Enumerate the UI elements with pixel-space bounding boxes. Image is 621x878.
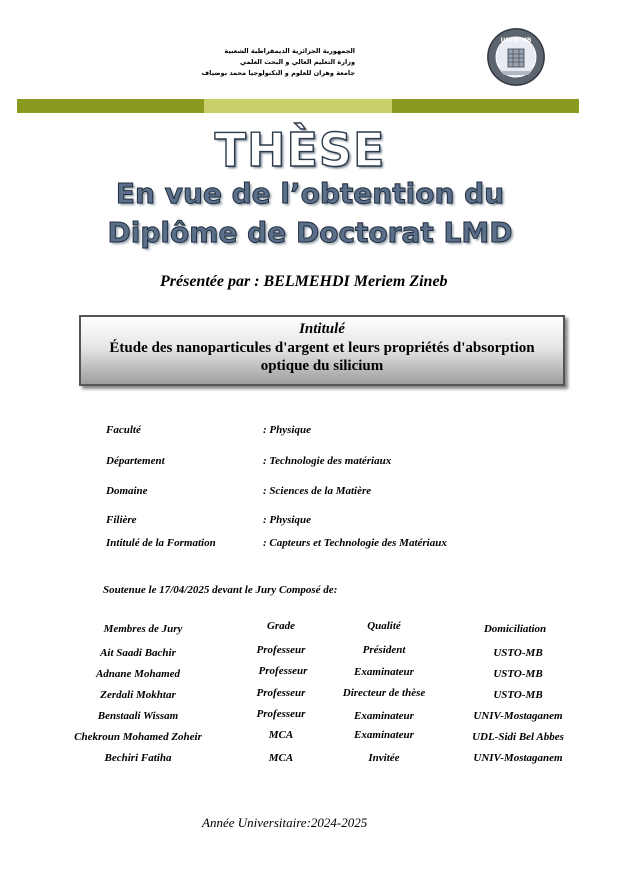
- info-label-departement: Département: [106, 455, 165, 467]
- arabic-line-3: جامعة وهران للعلوم و التكنولوجيا محمد بوضياف: [201, 69, 355, 77]
- jury-affiliation-1: USTO-MB: [493, 647, 543, 659]
- jury-header-qualite: Qualité: [367, 620, 401, 632]
- jury-role-2: Examinateur: [354, 666, 414, 678]
- jury-role-3: Directeur de thèse: [342, 687, 426, 699]
- info-value-formation: : Capteurs et Technologie des Matériaux: [263, 537, 447, 549]
- thesis-title-box: [79, 315, 565, 386]
- jury-grade-2: Professeur: [258, 665, 308, 677]
- jury-header-grade: Grade: [266, 620, 296, 632]
- arabic-header: [135, 46, 355, 79]
- jury-header-domiciliation: Domiciliation: [483, 623, 547, 635]
- university-logo: [486, 27, 546, 87]
- header-bar-left: [17, 99, 204, 113]
- thesis-title-line-1: Étude des nanoparticules d'argent et leurs propriétés d'absorption: [109, 340, 535, 356]
- subtitle-line-1: En vue de l’obtention du: [115, 177, 505, 210]
- defense-statement: Soutenue le 17/04/2025 devant le Jury Composé de:: [103, 584, 338, 596]
- jury-member-6: Bechiri Fatiha: [104, 752, 172, 764]
- jury-role-6: Invitée: [368, 752, 400, 764]
- presented-by: Présentée par : BELMEHDI Meriem Zineb: [160, 273, 448, 290]
- jury-affiliation-4: UNIV-Mostaganem: [473, 710, 563, 722]
- jury-role-1: Président: [362, 644, 406, 656]
- info-label-formation: Intitulé de la Formation: [106, 537, 216, 549]
- arabic-line-2: وزارة التعليم العالي و البحث العلمي: [240, 58, 355, 66]
- info-value-domaine: : Sciences de la Matière: [263, 485, 372, 497]
- info-label-domaine: Domaine: [106, 485, 148, 497]
- arabic-line-1: الجمهورية الجزائرية الديمقراطية الشعبية: [224, 47, 355, 55]
- jury-grade-1: Professeur: [256, 644, 306, 656]
- jury-member-5: Chekroun Mohamed Zoheir: [74, 731, 202, 743]
- info-label-filiere: Filière: [106, 514, 137, 526]
- logo-text: USTO MB: [500, 37, 532, 44]
- jury-affiliation-2: USTO-MB: [493, 668, 543, 680]
- info-value-departement: : Technologie des matériaux: [263, 455, 392, 467]
- header-bar-right: [392, 99, 579, 113]
- thesis-heading: THÈSE: [214, 123, 386, 177]
- jury-grade-5: MCA: [268, 729, 294, 741]
- jury-member-2: Adnane Mohamed: [95, 668, 181, 680]
- jury-header-members: Membres de Jury: [103, 623, 183, 635]
- subtitle-line-2: Diplôme de Doctorat LMD: [107, 216, 513, 249]
- thesis-title-line-2: optique du silicium: [260, 358, 384, 374]
- jury-member-4: Benstaali Wissam: [97, 710, 179, 722]
- jury-role-5: Examinateur: [354, 729, 414, 741]
- info-value-faculte: : Physique: [263, 424, 311, 436]
- jury-role-4: Examinateur: [354, 710, 414, 722]
- jury-affiliation-6: UNIV-Mostaganem: [473, 752, 563, 764]
- jury-member-1: Ait Saadi Bachir: [100, 647, 176, 659]
- jury-grade-4: Professeur: [256, 708, 306, 720]
- jury-member-3: Zerdali Mokhtar: [100, 689, 176, 701]
- intitule-label: Intitulé: [299, 321, 345, 337]
- info-label-faculte: Faculté: [106, 424, 141, 436]
- jury-grade-3: Professeur: [256, 687, 306, 699]
- academic-year: Année Universitaire:2024-2025: [202, 815, 368, 830]
- jury-affiliation-3: USTO-MB: [493, 689, 543, 701]
- jury-affiliation-5: UDL-Sidi Bel Abbes: [472, 731, 564, 743]
- header-bar-middle: [204, 99, 392, 113]
- info-value-filiere: : Physique: [263, 514, 311, 526]
- jury-grade-6: MCA: [268, 752, 294, 764]
